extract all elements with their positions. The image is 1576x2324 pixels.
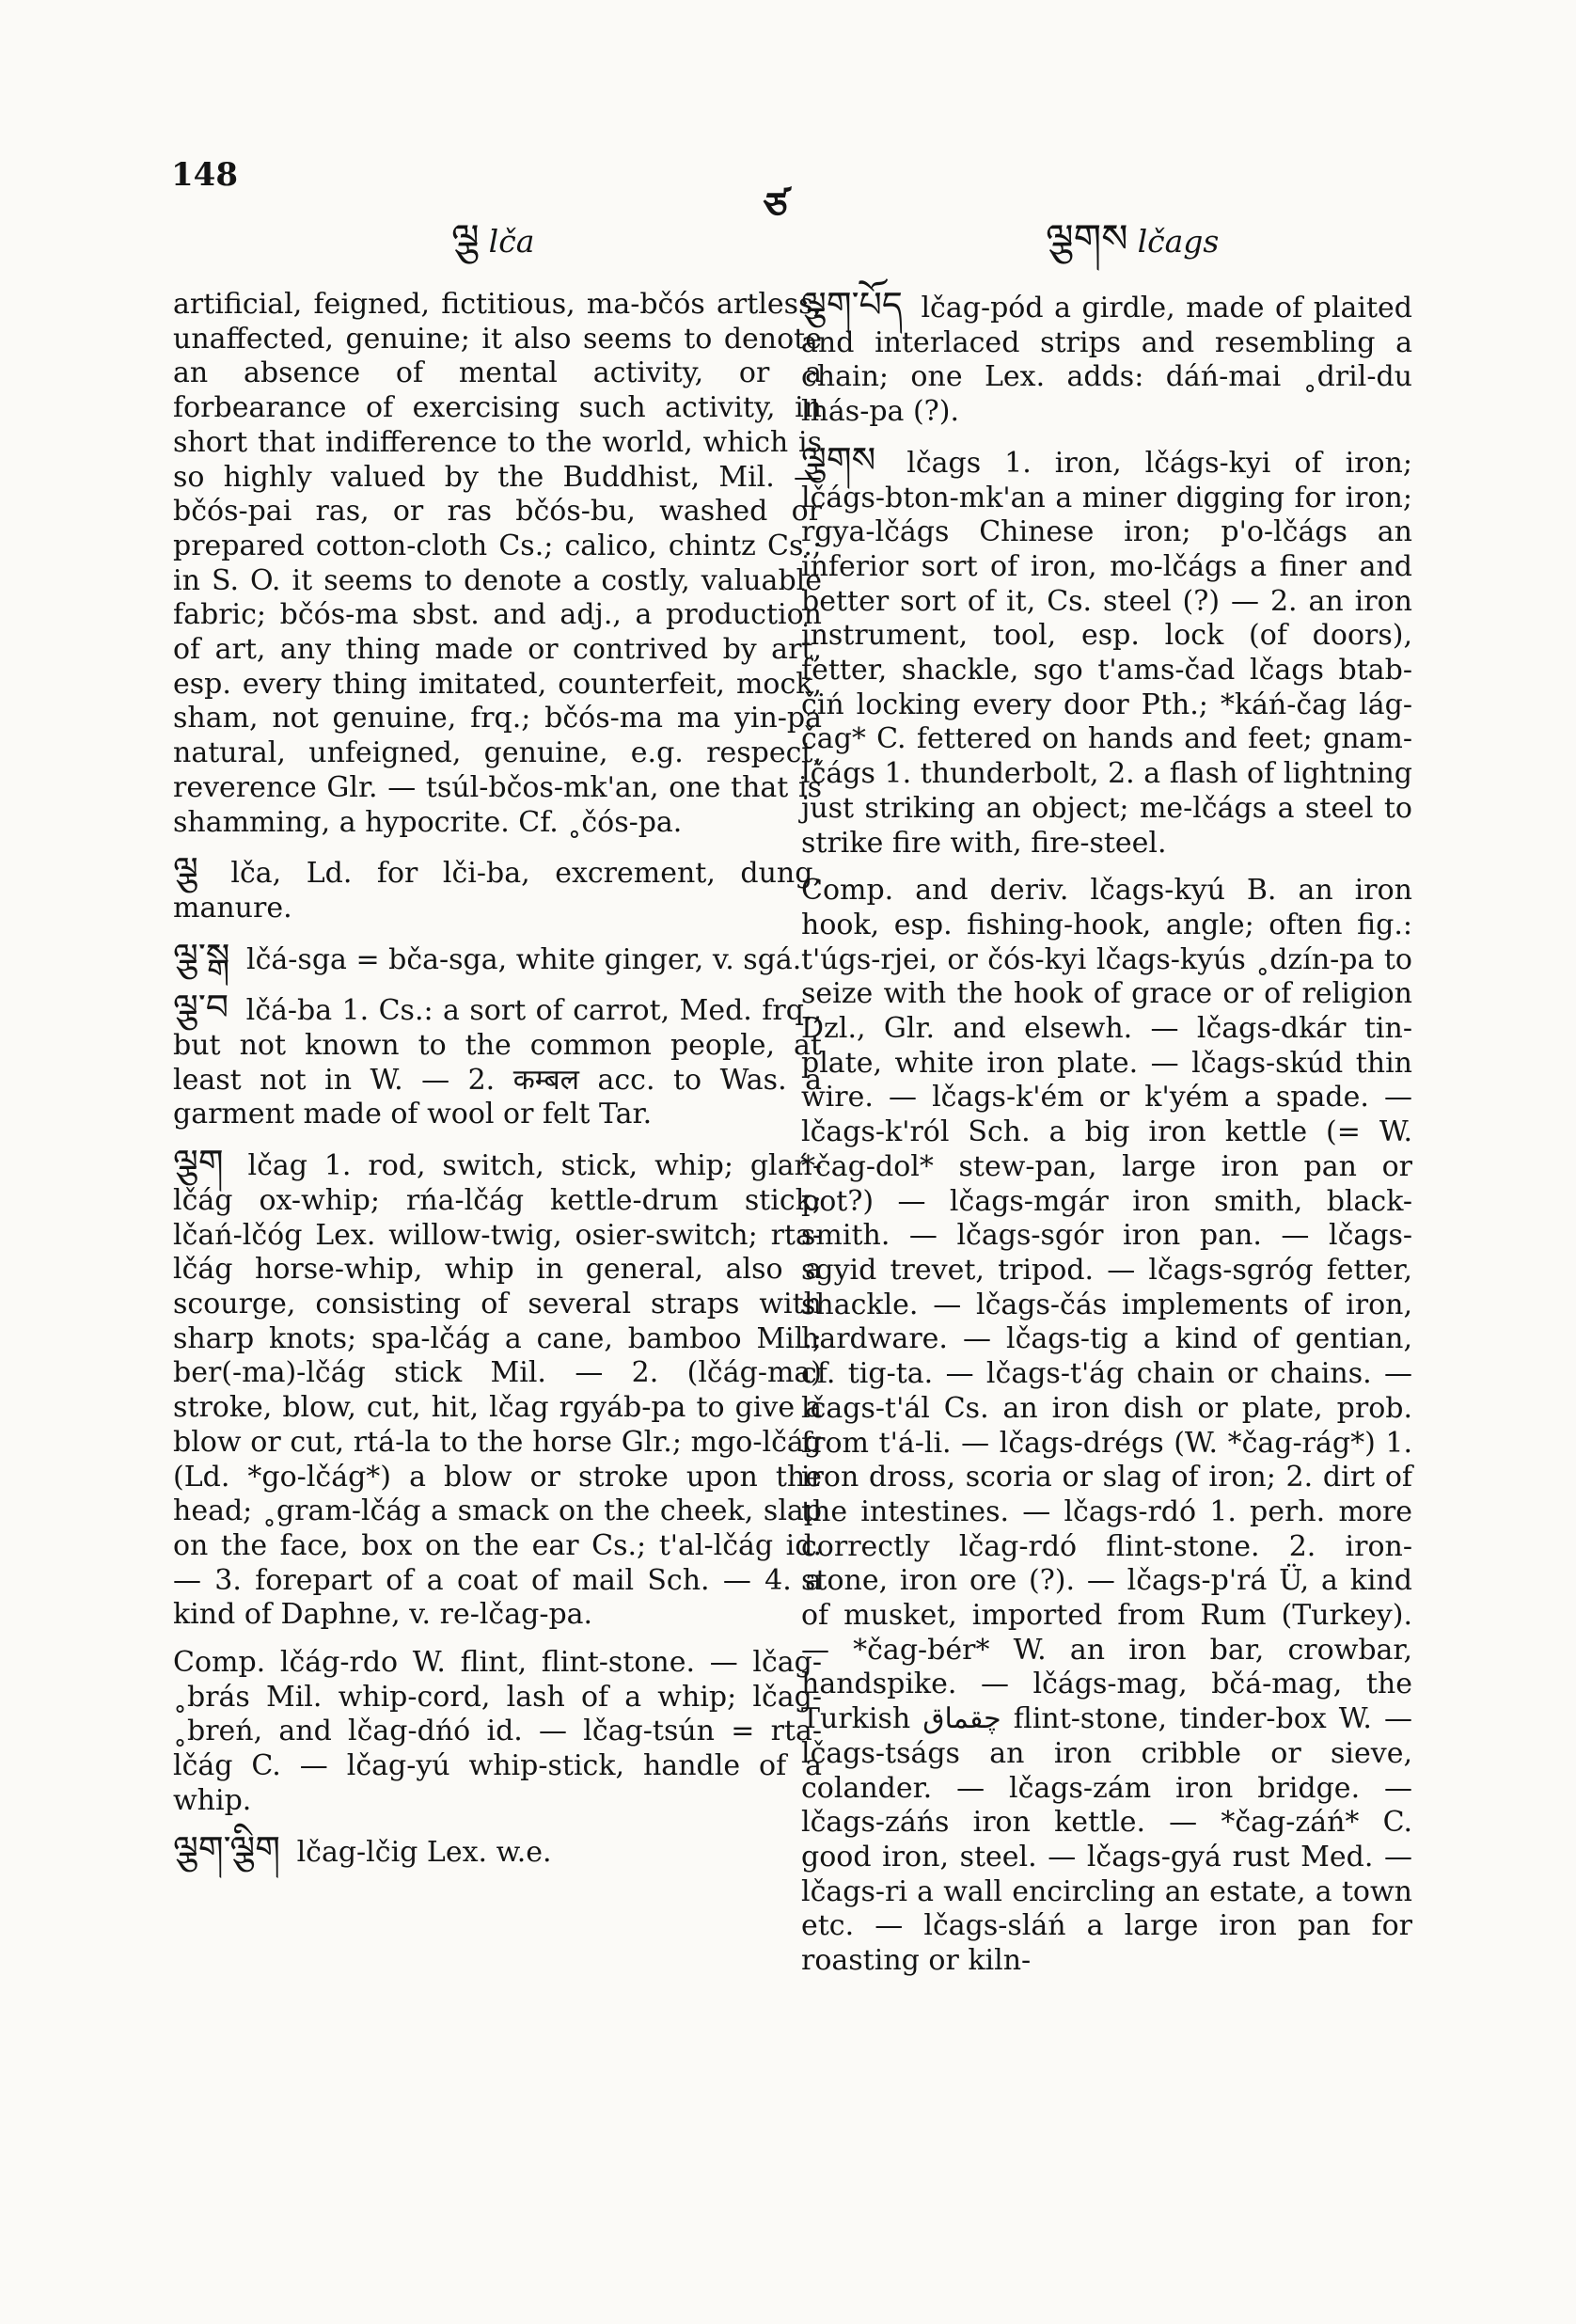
headword-tibetan: ལྕག་ལྕིག xyxy=(173,1827,281,1870)
entry-lcag-pod xyxy=(801,284,1412,430)
page-number: 148 xyxy=(171,156,238,194)
entry-lcag-compounds: Comp. lčág-rdo W. flint, flint-stone. — lčag-˳brás Mil. whip-cord, lash of a whip; lčag-˳breń, and lčag-dńó id. — lčag-tsún = rta-lčág C. — lčag-yú whip-stick, handle of a whip. xyxy=(173,1646,822,1817)
running-head-left-tibetan: ལྕ xyxy=(451,215,480,261)
headword-tibetan: ལྕ་བ xyxy=(173,987,229,1029)
running-head-left-translit: lča xyxy=(488,223,535,260)
entry-lcags xyxy=(801,438,1412,861)
entry-continuation: artificial, feigned, fictitious, ma-bčós artless, unaffected, genuine; it also seems to denote an absence of mental activity, or a forbearance of exercising such activity, in short that indifference to the world, which is so highly valued by the Buddhist, Mil. — bčós-pai ras, or ras bčós-bu, washed or prepared cotton-cloth Cs.; calico, chintz Cs.; in S. O. it seems to denote a costly, valuable fabric; bčós-ma sbst. and adj., a production of art, any thing made or contrived by art, esp. every thing imitated, counterfeit, mock, sham, not genuine, frq.; bčós-ma ma yin-pa natural, unfeigned, genuine, e.g. respect, reverence Glr. — tsúl-bčos-mk'an, one that is shamming, a hypocrite. Cf. ˳čós-pa. xyxy=(173,288,822,839)
entry-text: lčags 1. iron, lčágs-kyi of iron; lčágs-bton-mk'an a miner digging for iron; rgya-lčágs Chinese iron; p'o-lčágs an inferior sort of iron, mo-lčágs a finer and better sort of it, Cs. steel (?) — 2. an iron instrument, tool, esp. lock (of doors), fetter, shackle, sgo t'ams-čad lčags btab-čiń locking every door Pth.; *káń-čag lág-čag* C. fettered on hands and feet; gnam-lčágs 1. thunderbolt, 2. a flash of lightning just striking an object; me-lčágs a steel to strike fire with, fire-steel. xyxy=(801,446,1412,860)
entry-lca-sga xyxy=(173,935,822,978)
entry-text: lčag-lčig Lex. w.e. xyxy=(296,1835,552,1869)
headword-tibetan: ལྕག xyxy=(173,1142,224,1184)
headword-tibetan: ལྕ་སྒ xyxy=(173,935,230,977)
running-head-right-translit: lčags xyxy=(1137,223,1220,260)
section-letter: ཙ xyxy=(764,184,788,229)
headword-tibetan: ལྕ xyxy=(173,849,198,892)
right-column xyxy=(801,284,1413,1992)
entry-text: lčá-sga = bča-sga, white ginger, v. sgá. xyxy=(246,942,802,976)
headword-tibetan: ལྕགས xyxy=(801,438,876,481)
entry-lcag xyxy=(173,1142,822,1633)
entry-text: lča, Ld. for lči-ba, excrement, dung, manure. xyxy=(173,857,822,925)
entry-text: lčá-ba 1. Cs.: a sort of carrot, Med. frq., but not known to the common people, at least not in W. — 2. कम्बल acc. to Was. a garment made of wool or felt Tar. xyxy=(173,994,822,1131)
left-column xyxy=(173,288,822,1883)
headword-tibetan: ལྕག་པོད xyxy=(801,284,903,325)
running-head-right-tibetan: ལྕགས xyxy=(1046,215,1128,261)
entry-text: lčag-pód a girdle, made of plaited and interlaced strips and resembling a chain; one Lex. adds: dáń-mai ˳dril-du lhás-pa (?). xyxy=(801,292,1412,429)
entry-lcag-lcig xyxy=(173,1827,822,1871)
entry-lcags-compounds: Comp. and deriv. lčags-kyú B. an iron hook, esp. fishing-hook, angle; often fig.: t'úgs-rjei, or čós-kyi lčags-kyús ˳dzín-pa to seize with the hook of grace or of religion Dzl., Glr. and elsewh. — lčags-dkár tin-plate, white iron plate. — lčags-skúd thin wire. — lčags-k'ém or k'yém a spade. — lčags-k'ról Sch. a big iron kettle (= W. *čag-dol* stew-pan, large iron pan or pot?) — lčags-mgár iron smith, black-smith. — lčags-sgór iron pan. — lčags-sgyid trevet, tripod. — lčags-sgróg fetter, shackle. — lčags-čás implements of iron, hardware. — lčags-tig a kind of gentian, cf. tig-ta. — lčags-t'ág chain or chains. — lčags-t'ál Cs. an iron dish or plate, prob. from t'á-li. — lčags-drégs (W. *čag-rág*) 1. iron dross, scoria or slag of iron; 2. dirt of the intestines. — lčags-rdó 1. perh. more correctly lčag-rdó flint-stone. 2. iron-stone, iron ore (?). — lčags-p'rá Ü, a kind of musket, imported from Rum (Turkey). — *čag-bér* W. an iron bar, crowbar, handspike. — lčágs-mag, bčá-mag, the Turkish چقماق flint-stone, tinder-box W. — lčags-tságs an iron cribble or sieve, colander. — lčags-zám iron bridge. — lčags-záńs iron kettle. — *čag-záń* C. good iron, steel. — lčags-gyá rust Med. — lčags-ri a wall encircling an estate, a town etc. — lčags-sláń a large iron pan for roasting or kiln- xyxy=(801,874,1413,1978)
entry-lca xyxy=(173,849,822,925)
entry-lca-ba xyxy=(173,987,822,1132)
entry-text: lčag 1. rod, switch, stick, whip; glań-lčág ox-whip; rńa-lčág kettle-drum stick; lčań-lčóg Lex. willow-twig, osier-switch; rta-lčág horse-whip, whip in general, also a scourge, consisting of several straps with sharp knots; spa-lčág a cane, bamboo Mil.; ber(-ma)-lčág stick Mil. — 2. (lčág-ma) stroke, blow, cut, hit, lčag rgyáb-pa to give a blow or cut, rtá-la to the horse Glr.; mgo-lčág (Ld. *go-lčág*) a blow or stroke upon the head; ˳gram-lčág a smack on the cheek, slap on the face, box on the ear Cs.; t'al-lčág id. — 3. forepart of a coat of mail Sch. — 4. a kind of Daphne, v. re-lčag-pa. xyxy=(173,1149,822,1632)
